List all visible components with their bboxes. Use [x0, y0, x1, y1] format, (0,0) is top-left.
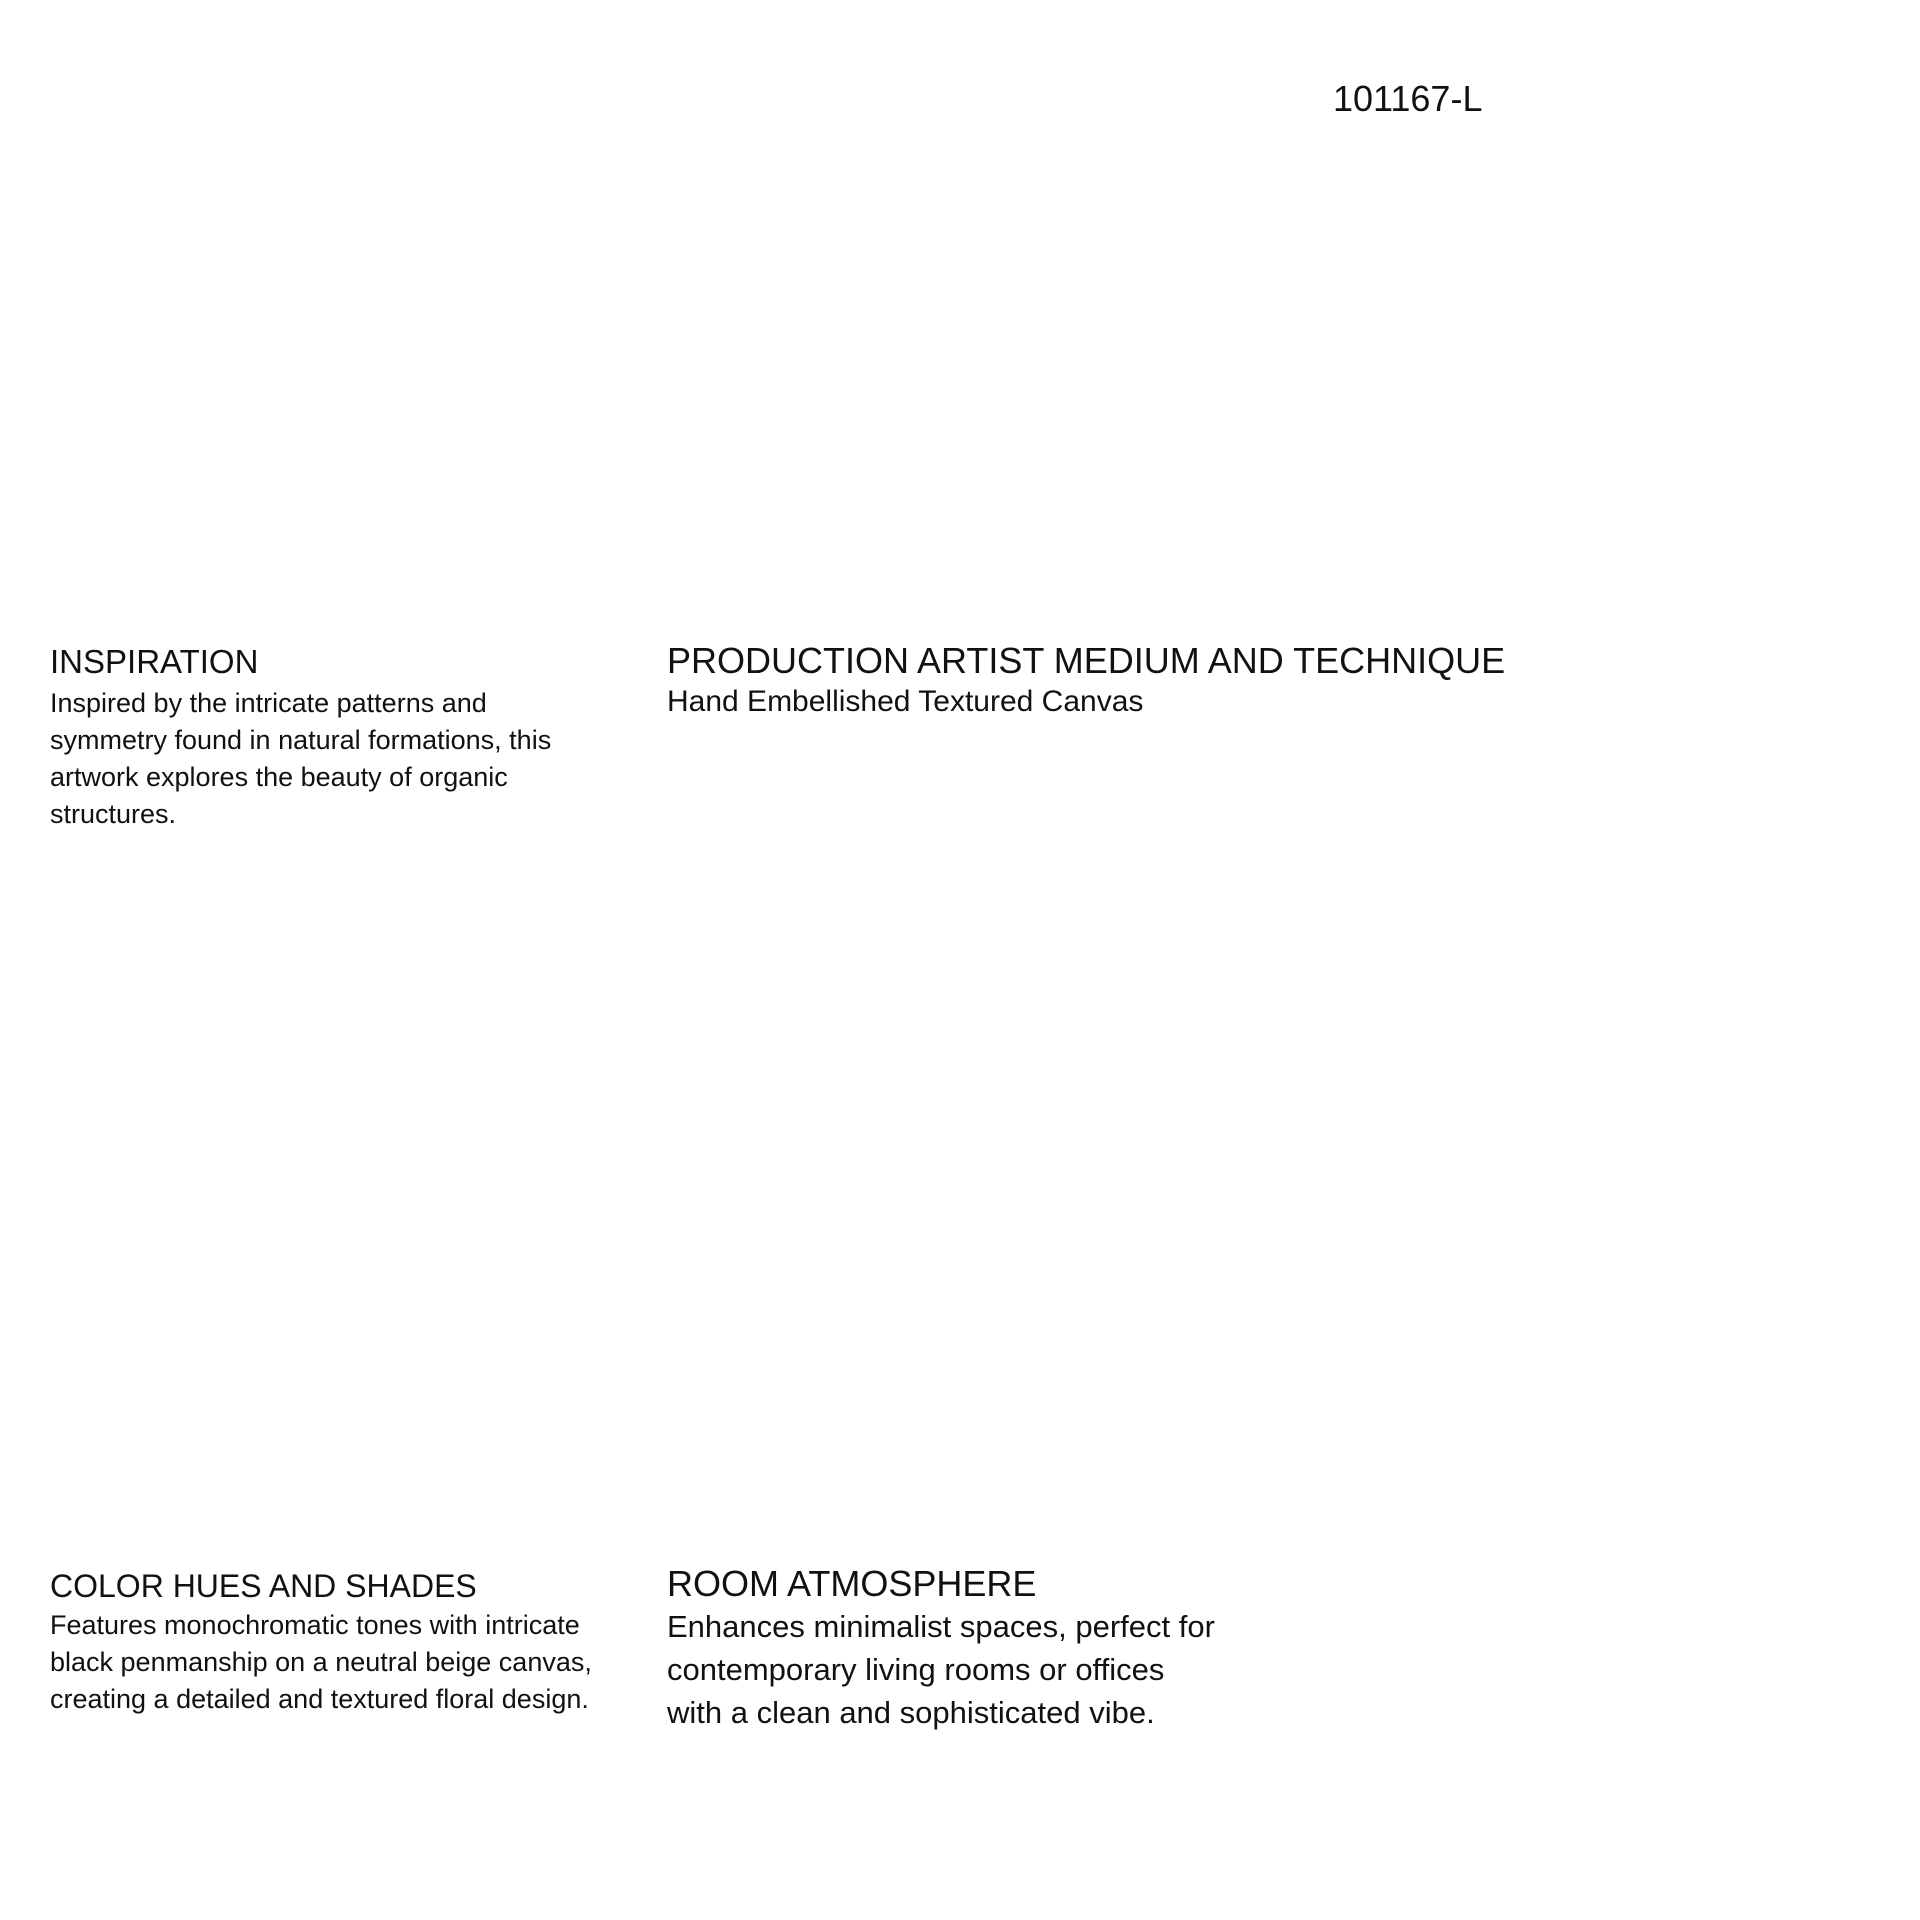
product-code: 101167-L [1333, 78, 1483, 119]
inspiration-body: Inspired by the intricate patterns and symmetry found in natural formations, this artwork explores the beauty of organic structures. [50, 688, 552, 829]
production-title: PRODUCTION ARTIST MEDIUM AND TECHNIQUE [667, 640, 1506, 681]
room-atmosphere-section [667, 1563, 1287, 1734]
production-body: Hand Embellished Textured Canvas [667, 685, 1144, 718]
color-hues-section [50, 1566, 670, 1718]
color-hues-title: COLOR HUES AND SHADES [50, 1568, 477, 1604]
color-hues-body: Features monochromatic tones with intricate black penmanship on a neutral beige canvas, creating a detailed and textured floral design. [50, 1610, 592, 1714]
room-atmosphere-title: ROOM ATMOSPHERE [667, 1563, 1037, 1604]
production-section [667, 640, 1567, 722]
inspiration-section [50, 642, 650, 833]
inspiration-title: INSPIRATION [50, 643, 259, 680]
room-atmosphere-body: Enhances minimalist spaces, perfect for contemporary living rooms or offices with a clean and sophisticated vibe. [667, 1609, 1215, 1730]
